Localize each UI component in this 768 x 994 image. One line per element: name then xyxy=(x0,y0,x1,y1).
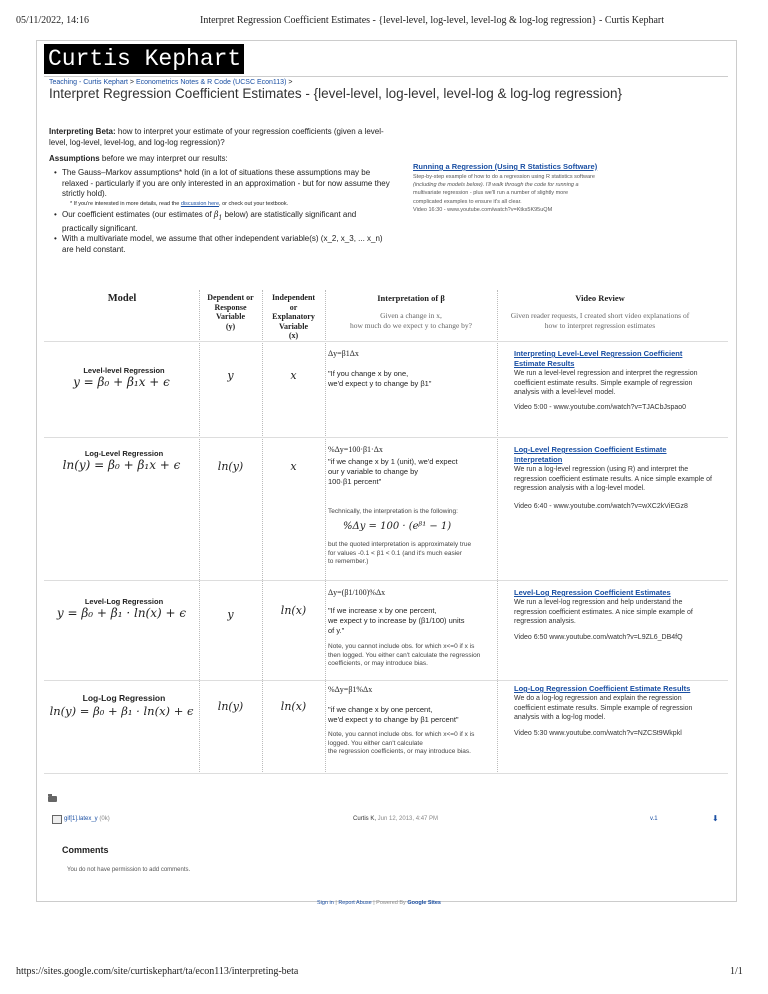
video-link-level-level[interactable] xyxy=(514,349,719,368)
desc-line: regression analysis. xyxy=(514,618,576,625)
desc-line: regression analysis with a log-level model. xyxy=(514,485,646,492)
discussion-link[interactable]: discussion here xyxy=(180,200,220,207)
model-name: Level-Log Regression xyxy=(84,597,164,606)
quote-line: we expect y to increase by (β1/100) units xyxy=(328,616,465,625)
print-datetime: 05/11/2022, 14:16 xyxy=(16,15,89,26)
desc-line: multivariate regression - plus we'll run a number of slightly more xyxy=(413,190,569,197)
quote-line: "if we change x by 1 (unit), we'd expect xyxy=(328,457,458,466)
assumptions-list xyxy=(54,168,392,255)
assumption-1: The Gauss–Markov assumptions* hold (in a lot of situations these assumptions may be relaxed - particularly if you are only interested in an approximation - but for now assume they strictly hold). xyxy=(62,168,390,198)
th-line: Given a change in x, xyxy=(380,311,442,320)
folder-icon-tab xyxy=(48,794,52,796)
note-line: Note, you cannot include obs. for which x<=0 if x is xyxy=(328,643,475,650)
th-line: Independent xyxy=(271,293,316,302)
video-desc xyxy=(514,598,719,627)
row-divider xyxy=(44,437,728,438)
assumption-2b: below) are statistically significant and practically significant. xyxy=(62,209,357,233)
quote-line: we'd expect y to change by β1" xyxy=(328,379,432,388)
report-abuse-link[interactable]: Report Abuse xyxy=(338,900,372,906)
interp-equation: %Δy=100·β1·Δx xyxy=(328,445,383,454)
th-line: Variable xyxy=(215,312,246,321)
sign-in-link[interactable]: Sign in xyxy=(317,900,334,906)
video-block xyxy=(514,588,719,642)
dependent-var: ln(y) xyxy=(217,460,244,473)
th-interp-sub xyxy=(325,311,497,330)
independent-var: x xyxy=(290,460,297,473)
beta1-symbol: $\beta_1$ xyxy=(213,209,223,222)
video-link-log-level[interactable] xyxy=(514,445,719,464)
comments-heading: Comments xyxy=(62,845,109,855)
video-title-line: Log-Level Regression Coefficient Estimate xyxy=(514,445,667,454)
footer-sep: | xyxy=(335,900,337,906)
desc-line: Step-by-step example of how to do a regression using R statistics software xyxy=(413,174,595,180)
quote-line: 100·β1 percent" xyxy=(328,477,382,486)
video-url: Video 6:40 - www.youtube.com/watch?v=wXC2kViEGz8 xyxy=(514,502,688,510)
quote-line: we'd expect y to change by β1 percent" xyxy=(328,715,459,724)
independent-var: ln(x) xyxy=(280,604,307,617)
note-line: then logged. You either can't calculate the regression xyxy=(328,651,481,659)
obs-note xyxy=(328,731,496,757)
intro-body: how to interpret your estimate of your regression coefficients (given a level-level, log-level, level-log, and log-log regression)? xyxy=(49,127,384,147)
video-link-log-log[interactable]: Log-Log Regression Coefficient Estimate Results xyxy=(514,684,691,693)
model-formula: y = β₀ + β₁x + ϵ xyxy=(73,375,170,389)
list-item xyxy=(54,209,392,235)
th-line: Given reader requests, I created short video explanations of xyxy=(510,311,690,320)
assumption-3: With a multivariate model, we assume that other independent variable(s) (x_2, x_3, ... x_n) are held constant. xyxy=(62,234,383,254)
independent-var: x xyxy=(290,369,297,382)
video-url: Video 5:00 - www.youtube.com/watch?v=TJACbJspao0 xyxy=(514,403,687,411)
interp-quote xyxy=(328,705,496,725)
dependent-var: ln(y) xyxy=(217,700,244,713)
attachment-author: Curtis K, xyxy=(353,816,377,822)
breadcrumb-link-econ113[interactable]: Econometrics Notes & R Code (UCSC Econ113) xyxy=(135,79,287,86)
bullet: • xyxy=(54,234,57,244)
th-video-title: Video Review xyxy=(575,293,625,303)
model-name: Log-Level Regression xyxy=(84,449,164,458)
desc-line: regression coefficient estimates. A nice simple example of xyxy=(514,608,693,616)
download-icon[interactable]: ⬇ xyxy=(712,814,719,823)
bullet: • xyxy=(54,168,57,177)
video-desc xyxy=(514,465,719,494)
col-divider xyxy=(497,290,498,772)
quote-line: "If you change x by one, xyxy=(328,369,409,378)
desc-line: complicated examples to ensure it's all clear. xyxy=(413,198,522,205)
print-doc-title: Interpret Regression Coefficient Estimates - {level-level, log-level, level-log & log-log regression} - Curtis Kephart xyxy=(200,15,665,26)
obs-note xyxy=(328,643,496,669)
row-divider xyxy=(44,773,728,774)
th-video xyxy=(490,293,710,330)
model-formula: ln(y) = β₀ + β₁ · ln(x) + ϵ xyxy=(49,704,194,718)
comments-permission: You do not have permission to add comments. xyxy=(67,867,191,873)
note-line: to remember.) xyxy=(328,558,369,565)
running-regression-link[interactable]: Running a Regression (Using R Statistics Software) xyxy=(413,162,598,171)
dependent-var: y xyxy=(227,369,234,382)
note-line: for values -0.1 < β1 < 0.1 (and it's much easier xyxy=(328,549,462,557)
desc-line: We run a log-level regression (using R) and interpret the xyxy=(514,466,689,473)
note-line: coefficients, or may introduce bias. xyxy=(328,660,428,667)
desc-line: (including the models below). I'll walk through the code for running a xyxy=(413,182,579,189)
desc-line: coefficient estimate results. Simple example of regression xyxy=(514,704,693,712)
th-line: Dependent or xyxy=(207,293,254,302)
video-url: Video 6:50 www.youtube.com/watch?v=L9ZL6_DB4fQ xyxy=(514,633,683,641)
quote-line: "if we change x by one percent, xyxy=(328,705,433,714)
footer-links xyxy=(317,900,441,906)
video-title-line: Interpreting Level-Level Regression Coefficient xyxy=(514,349,683,358)
bullet: • xyxy=(54,209,57,219)
assumptions-body: before we may interpret our results: xyxy=(99,154,228,163)
intro-bold: Interpreting Beta: xyxy=(49,127,116,136)
interp-quote xyxy=(328,369,493,389)
video-url: Video 5:30 www.youtube.com/watch?v=NZCSt9Wkpkl xyxy=(514,729,682,737)
note-text: * If you're interested in more details, read the xyxy=(70,200,181,207)
model-formula: ln(y) = β₀ + β₁x + ϵ xyxy=(62,458,181,472)
video-title-line: Estimate Results xyxy=(514,358,575,368)
attachment-meta xyxy=(353,816,438,822)
desc-line: regression coefficient estimate results. A nice simple example of xyxy=(514,475,712,483)
th-line: (x) xyxy=(288,331,299,340)
desc-line: We run a level-level regression and interpret the regression xyxy=(514,370,698,377)
quote-line: of y." xyxy=(328,626,345,635)
note-text: , or check out your textbook. xyxy=(219,200,289,207)
assumptions-heading xyxy=(49,154,228,163)
interp-equation: Δy=(β1/100)%Δx xyxy=(328,588,386,597)
video-desc xyxy=(514,369,719,398)
video-desc xyxy=(514,694,724,723)
page-title: Interpret Regression Coefficient Estimates - {level-level, log-level, level-log & log-log regression} xyxy=(49,86,623,101)
header-divider xyxy=(44,76,728,77)
tech-equation: %Δy = 100 · (eᵝ¹ − 1) xyxy=(343,521,452,532)
note-line: logged. You either can't calculate xyxy=(328,739,423,747)
note-line: the regression coefficients, or may introduce bias. xyxy=(328,748,471,755)
th-line: Response xyxy=(214,302,247,312)
breadcrumb-link-teaching[interactable]: Teaching - Curtis Kephart xyxy=(49,79,128,86)
attachment-link[interactable]: gif[1].latex_y xyxy=(64,816,98,822)
th-line: Explanatory xyxy=(272,312,315,321)
note-line: but the quoted interpretation is approximately true xyxy=(328,541,472,548)
desc-line: analysis with a level-level model. xyxy=(514,389,616,396)
sidebar-video-desc xyxy=(413,173,683,214)
attachment-file xyxy=(64,816,110,822)
intro-text xyxy=(49,126,401,148)
quote-line: "If we increase x by one percent, xyxy=(328,606,437,615)
video-block xyxy=(514,445,719,511)
th-line: or xyxy=(289,302,298,312)
assumption-note xyxy=(62,200,392,208)
site-logo[interactable]: Curtis Kephart xyxy=(44,44,244,74)
desc-line: We do a log-log regression and explain the regression xyxy=(514,695,682,702)
print-page-number: 1/1 xyxy=(730,966,743,977)
video-block xyxy=(514,349,719,412)
breadcrumb-sep: > xyxy=(286,79,293,86)
approx-note xyxy=(328,541,493,567)
th-model: Model xyxy=(107,293,137,304)
row-divider xyxy=(44,680,728,681)
interp-equation: %Δy=β1%Δx xyxy=(328,685,373,694)
th-interpretation xyxy=(325,293,497,330)
folder-icon xyxy=(48,796,57,802)
row-divider xyxy=(44,580,728,581)
th-independent xyxy=(262,293,325,341)
print-url: https://sites.google.com/site/curtiskephart/ta/econ113/interpreting-beta xyxy=(16,966,299,977)
breadcrumb-sep: > xyxy=(127,79,136,86)
google-sites-link[interactable]: Google Sites xyxy=(407,900,441,906)
row-divider xyxy=(44,341,728,342)
interp-quote xyxy=(328,457,493,487)
desc-line: Video 16:30 - www.youtube.com/watch?v=Ktks5K95uQM xyxy=(413,206,553,213)
th-line: how much do we expect y to change by? xyxy=(349,320,473,330)
breadcrumb xyxy=(49,79,292,86)
desc-line: analysis with a log-log model. xyxy=(514,714,606,721)
tech-note: Technically, the interpretation is the following: xyxy=(328,508,458,515)
desc-line: We run a level-log regression and help understand the xyxy=(514,599,683,606)
th-line: Variable xyxy=(278,321,309,331)
video-link-level-log[interactable]: Level-Log Regression Coefficient Estimates xyxy=(514,588,671,597)
list-item xyxy=(54,234,392,255)
attachment-date: Jun 12, 2013, 4:47 PM xyxy=(376,816,439,822)
desc-line: coefficient estimate results. Simple example of regression xyxy=(514,379,693,387)
interp-equation: Δy=β1Δx xyxy=(328,349,359,358)
independent-var: ln(x) xyxy=(280,700,307,713)
th-line: how to interpret regression estimates xyxy=(544,320,656,330)
attachment-size: (0k) xyxy=(97,816,110,822)
interp-quote xyxy=(328,606,496,636)
th-interp-title: Interpretation of β xyxy=(377,293,445,303)
model-formula: y = β₀ + β₁ · ln(x) + ϵ xyxy=(56,606,187,620)
quote-line: our y variable to change by xyxy=(328,467,419,476)
video-title-line: Interpretation xyxy=(514,454,563,464)
model-name: Log-Log Regression xyxy=(82,693,166,703)
assumptions-bold: Assumptions xyxy=(49,154,100,163)
th-dependent xyxy=(199,293,262,331)
col-divider xyxy=(325,290,326,772)
th-video-sub xyxy=(490,311,710,330)
video-block xyxy=(514,684,724,738)
image-file-icon xyxy=(52,815,62,824)
note-line: Note, you cannot include obs. for which x<=0 if x is xyxy=(328,731,475,738)
list-item xyxy=(54,168,392,200)
version-link[interactable]: v.1 xyxy=(650,816,658,822)
dependent-var: y xyxy=(227,608,234,621)
sidebar-video xyxy=(413,162,683,214)
powered-by: Powered By xyxy=(376,900,406,906)
th-line: (y) xyxy=(225,321,236,331)
footer-sep: | xyxy=(373,900,375,906)
assumption-2a: Our coefficient estimates (our estimates of xyxy=(62,209,214,219)
model-name: Level-level Regression xyxy=(83,366,165,375)
